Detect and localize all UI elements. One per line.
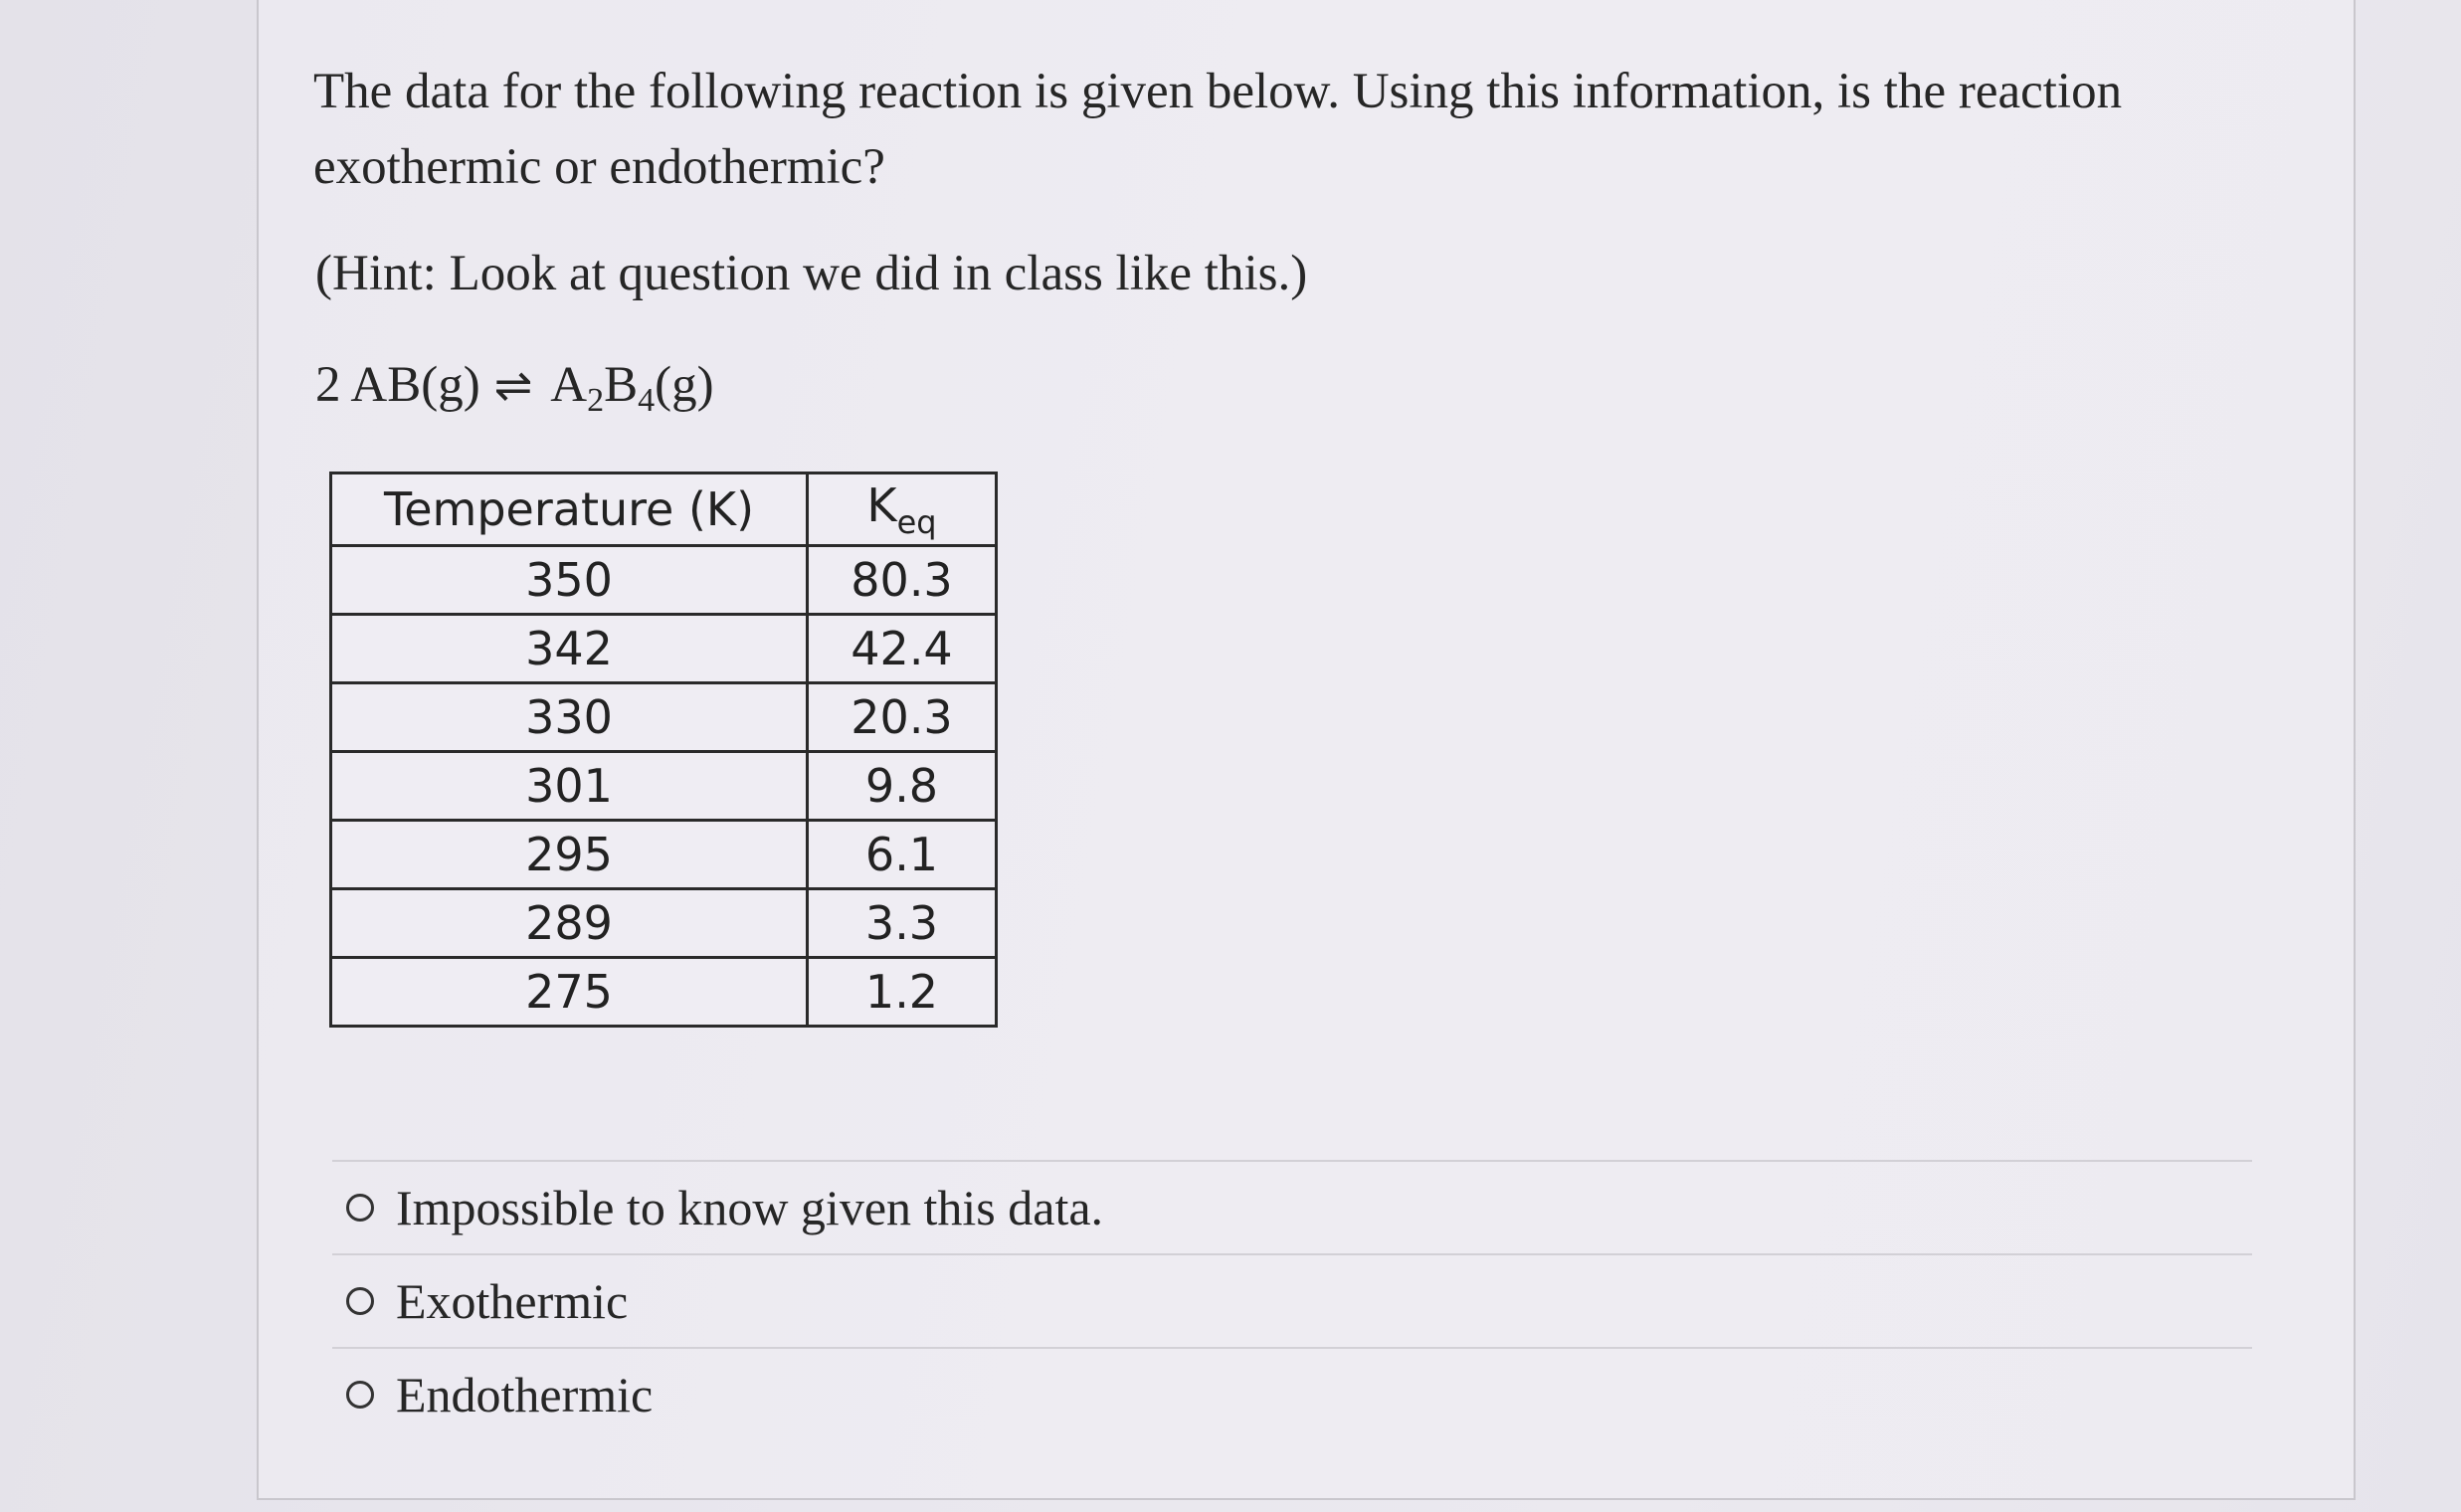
table-row <box>331 546 997 615</box>
option-endothermic[interactable] <box>332 1349 2252 1440</box>
header-temperature: Temperature (K) <box>331 473 808 546</box>
equation-reactant: 2 AB(g) <box>315 357 480 413</box>
option-exothermic[interactable] <box>332 1255 2252 1347</box>
equilibrium-arrow-icon: ⇌ <box>493 360 533 411</box>
equation-product-b: B <box>604 357 639 413</box>
option-label: Impossible to know given this data. <box>396 1180 1104 1235</box>
header-keq <box>808 473 997 546</box>
radio-button[interactable] <box>346 1381 374 1409</box>
cell-temperature: 295 <box>331 821 808 889</box>
equation-product-a: A <box>550 357 588 413</box>
header-keq-subscript: eq <box>896 502 937 541</box>
question-hint: (Hint: Look at question we did in class like this.) <box>315 246 1308 301</box>
answer-options <box>332 1160 2252 1440</box>
reaction-equation <box>315 356 714 420</box>
cell-temperature: 350 <box>331 546 808 615</box>
radio-button[interactable] <box>346 1287 374 1315</box>
option-impossible[interactable] <box>332 1162 2252 1253</box>
equation-product-b-subscript: 4 <box>638 382 656 419</box>
cell-keq: 80.3 <box>808 546 997 615</box>
table-row <box>331 821 997 889</box>
table-header-row <box>331 473 997 546</box>
cell-temperature: 289 <box>331 889 808 958</box>
header-keq-main: K <box>866 477 897 532</box>
cell-keq: 9.8 <box>808 752 997 821</box>
table-row <box>331 752 997 821</box>
option-label: Endothermic <box>396 1367 654 1422</box>
temperature-keq-table <box>329 472 998 1028</box>
table-row <box>331 958 997 1027</box>
cell-keq: 42.4 <box>808 615 997 683</box>
cell-keq: 1.2 <box>808 958 997 1027</box>
radio-button[interactable] <box>346 1194 374 1222</box>
cell-keq: 3.3 <box>808 889 997 958</box>
cell-keq: 20.3 <box>808 683 997 752</box>
cell-temperature: 342 <box>331 615 808 683</box>
table-row <box>331 683 997 752</box>
cell-temperature: 275 <box>331 958 808 1027</box>
cell-temperature: 330 <box>331 683 808 752</box>
equation-product-state: (g) <box>655 357 714 413</box>
cell-temperature: 301 <box>331 752 808 821</box>
table-row <box>331 889 997 958</box>
equation-product-a-subscript: 2 <box>587 382 605 419</box>
question-panel <box>257 0 2356 1500</box>
table-row <box>331 615 997 683</box>
option-label: Exothermic <box>396 1273 629 1329</box>
question-prompt: The data for the following reaction is given below. Using this information, is the reaction exothermic or endothermic? <box>313 64 2123 195</box>
cell-keq: 6.1 <box>808 821 997 889</box>
